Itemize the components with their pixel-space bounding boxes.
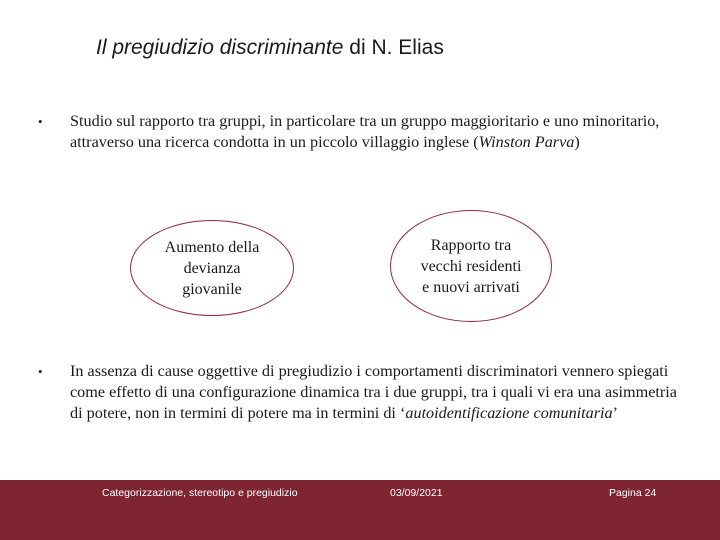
paragraph-1-end: ): [574, 133, 580, 151]
paragraph-2: [70, 361, 690, 424]
ellipse-devianza: [130, 220, 294, 316]
ellipse-rapporto: [390, 210, 552, 322]
title-italic: Il pregiudizio discriminante: [96, 36, 344, 59]
bullet-2: •: [38, 364, 43, 379]
paragraph-2-italic: autoidentificazione comunitaria: [405, 404, 613, 422]
paragraph-2-end: ’: [612, 404, 619, 422]
ellipse-devianza-label: Aumento della devianza giovanile: [164, 238, 260, 298]
paragraph-1-main: Studio sul rapporto tra gruppi, in particolare tra un gruppo maggioritario e uno minoritario, attraverso una ricerca condotta in un piccolo villaggio inglese (: [70, 112, 660, 151]
footer-topic: Categorizzazione, stereotipo e pregiudizio: [102, 487, 298, 499]
ellipse-rapporto-label: Rapporto tra vecchi residenti e nuovi arrivati: [420, 236, 522, 296]
paragraph-2-main: In assenza di cause oggettive di pregiudizio i comportamenti discriminatori vennero spiegati come effetto di una configurazione dinamica tra i due gruppi, tra i quali vi era una asimmetria di potere, non in termini di potere ma in termini di ‘: [70, 362, 677, 422]
slide-title: [96, 36, 444, 60]
paragraph-1: [70, 111, 690, 153]
bullet-1: •: [38, 114, 43, 129]
title-rest: di N. Elias: [343, 36, 444, 59]
paragraph-1-italic: Winston Parva: [478, 133, 575, 151]
footer-page-number: Pagina 24: [609, 487, 657, 499]
footer-date: 03/09/2021: [390, 487, 443, 499]
